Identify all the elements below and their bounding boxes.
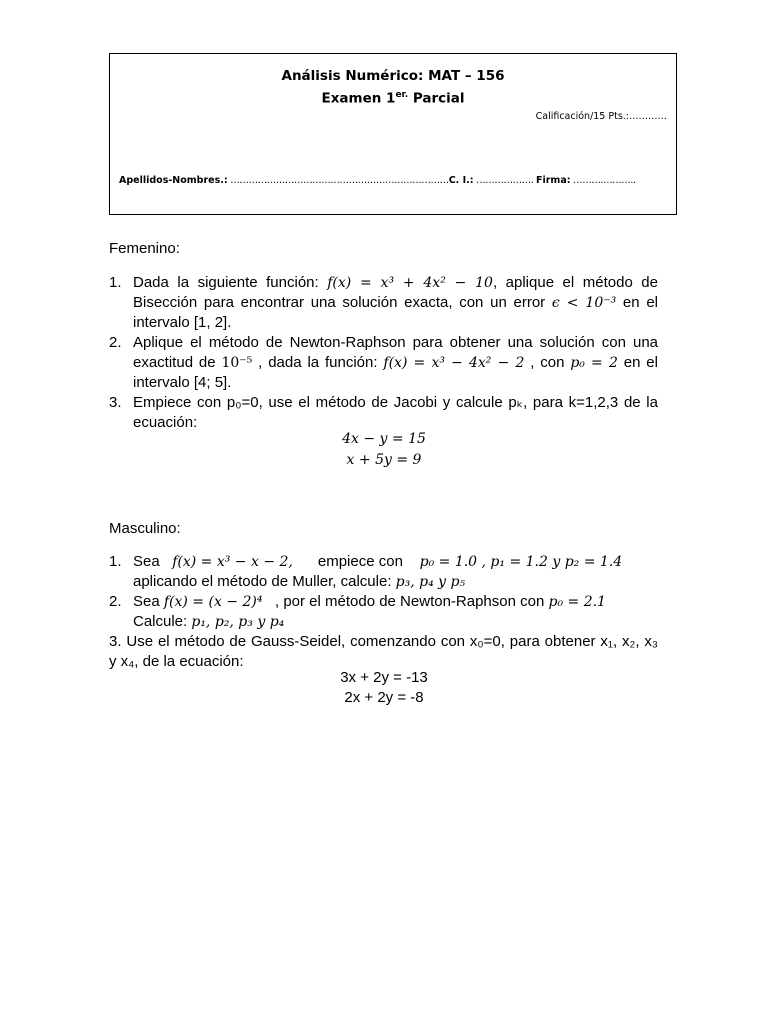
masculino-question-2	[109, 592, 658, 632]
femenino-equation-2: x + 5y = 9	[346, 452, 422, 468]
question-text: , aplique el método de Bisección para encontrar una solución exacta, con un error	[133, 274, 658, 311]
masculino-equation-1: 3x + 2y = -13	[340, 669, 428, 686]
masculino-question-3	[109, 632, 658, 672]
name-label: Apellidos-Nombres.:	[119, 175, 228, 186]
question-text: Empiece con p₀=0, use el método de Jacobi y calcule pₖ, para k=1,2,3 de la ecuación:	[133, 394, 658, 431]
femenino-question-2	[109, 333, 658, 393]
name-field: ………………………………………………………………	[227, 175, 449, 186]
question-number: 2.	[109, 334, 122, 351]
function-formula: f(x) = x³ − 4x² − 2	[383, 355, 525, 371]
exam-title-sup: er.	[395, 90, 409, 100]
question-number: 1.	[109, 274, 122, 291]
function-formula: f(x) = (x − 2)⁴	[163, 594, 263, 610]
question-text: , por el método de Newton-Raphson con	[270, 593, 549, 610]
question-text: Sea	[133, 593, 164, 610]
ci-label: C. I.:	[448, 175, 474, 186]
femenino-equation-1: 4x − y = 15	[342, 431, 426, 447]
question-text: Calcule:	[133, 613, 192, 630]
question-text: empiece con	[313, 553, 408, 570]
function-formula: f(x) = x³ + 4x² − 10	[327, 275, 493, 291]
masculino-question-1	[109, 552, 658, 592]
question-text: en el intervalo [1, 2].	[133, 294, 658, 331]
question-text: Dada la siguiente función:	[133, 274, 328, 291]
signature-label: Firma:	[536, 175, 571, 186]
masculino-equation-2: 2x + 2y = -8	[344, 689, 424, 706]
initial-values: p₀ = 1.0 , p₁ = 1.2 y p₂ = 1.4	[419, 554, 623, 570]
question-text: Use el método de Gauss-Seidel, comenzando con x₀=0, para obtener x₁, x₂, x₃ y x₄, de la ecuación:	[109, 633, 658, 670]
error-bound: ϵ < 10⁻³	[551, 295, 617, 311]
masculino-section-title: Masculino:	[109, 520, 181, 537]
question-number: 3.	[109, 394, 122, 411]
ci-field: ……………….	[473, 175, 536, 186]
tolerance: 10⁻⁵	[221, 355, 253, 371]
femenino-section-title: Femenino:	[109, 240, 180, 257]
question-text: , dada la función:	[252, 354, 384, 371]
exam-header-box	[109, 53, 677, 215]
initial-value: p₀ = 2.1	[548, 594, 606, 610]
exam-title	[110, 90, 676, 107]
values-to-compute: p₁, p₂, p₃ y p₄	[191, 614, 285, 630]
course-title: Análisis Numérico: MAT – 156	[281, 68, 505, 84]
question-number: 1.	[109, 553, 122, 570]
question-text: aplicando el método de Muller, calcule:	[133, 573, 396, 590]
femenino-question-list	[109, 273, 658, 433]
masculino-question-list	[109, 552, 658, 672]
femenino-question-3	[109, 393, 658, 433]
exam-title-end: Parcial	[408, 90, 465, 107]
function-formula: f(x) = x³ − x − 2,	[172, 554, 293, 570]
question-text: Aplique el método de Newton-Raphson para obtener una solución con una exactitud de	[133, 334, 658, 371]
values-to-compute: p₃, p₄ y p₅	[395, 574, 466, 590]
question-text: Sea	[133, 553, 164, 570]
question-text: , con	[524, 354, 571, 371]
student-id-line	[119, 175, 636, 186]
grade-field: Calificación/15 Pts.:…………	[535, 111, 667, 122]
exam-title-main: Examen 1	[321, 90, 396, 107]
signature-field: ……….………..	[570, 175, 636, 186]
initial-value: p₀ = 2	[570, 355, 618, 371]
question-text: en el intervalo [4; 5].	[133, 354, 658, 391]
question-number: 3.	[109, 633, 122, 650]
femenino-question-1	[109, 273, 658, 333]
question-number: 2.	[109, 593, 122, 610]
